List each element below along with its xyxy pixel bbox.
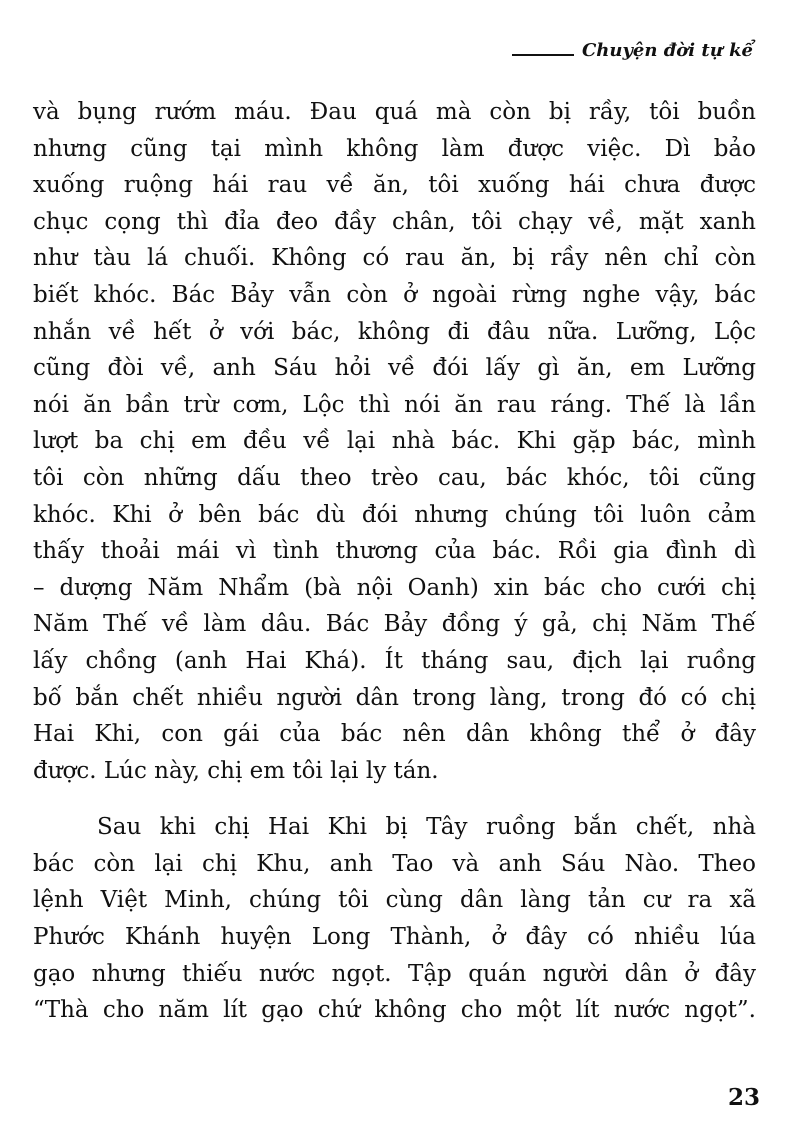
page-number: 23 [727,1084,760,1111]
text-line: thấy thoải mái vì tình thương của bác. Rồi gia đình dì [33,538,756,565]
text-line: xuống ruộng hái rau về ăn, tôi xuống hái chưa được [33,172,756,199]
text-line: lấy chồng (anh Hai Khá). Ít tháng sau, địch lại ruồng [33,647,756,674]
body-text [33,94,756,1029]
text-line: và bụng rướm máu. Đau quá mà còn bị rầy, tôi buồn [33,99,756,125]
text-line: “Thà cho năm lít gạo chứ không cho một lít nước ngọt”. [33,997,756,1024]
text-line: Hai Khi, con gái của bác nên dân không thể ở đây [33,721,756,748]
text-line: nhưng cũng tại mình không làm được việc. Dì bảo [33,135,756,162]
running-header [512,40,753,62]
text-line: biết khóc. Bác Bảy vẫn còn ở ngoài rừng nghe vậy, bác [33,281,756,308]
text-line: tôi còn những dấu theo trèo cau, bác khóc, tôi cũng [33,464,756,491]
text-line: gạo nhưng thiếu nước ngọt. Tập quán người dân ở đây [33,960,756,987]
header-rule [512,54,574,56]
text-line: được. Lúc này, chị em tôi lại ly tán. [33,757,439,784]
text-line: Năm Thế về làm dâu. Bác Bảy đồng ý gả, chị Năm Thế [33,611,756,638]
text-line: – dượng Năm Nhẩm (bà nội Oanh) xin bác cho cưới chị [33,574,756,601]
text-line: như tàu lá chuối. Không có rau ăn, bị rầy nên chỉ còn [33,245,756,272]
text-line: lượt ba chị em đều về lại nhà bác. Khi gặp bác, mình [33,428,756,455]
paragraph-1 [33,94,756,789]
text-line: lệnh Việt Minh, chúng tôi cùng dân làng tản cư ra xã [33,887,756,914]
text-line: Sau khi chị Hai Khi bị Tây ruồng bắn chết, nhà [97,814,756,841]
text-line: cũng đòi về, anh Sáu hỏi về đói lấy gì ăn, em Lưỡng [33,355,756,382]
text-line: nói ăn bần trừ cơm, Lộc thì nói ăn rau ráng. Thế là lần [33,391,756,418]
text-line: khóc. Khi ở bên bác dù đói nhưng chúng tôi luôn cảm [33,501,756,528]
header-title: Chuyện đời tự kể [581,40,753,61]
text-line: nhắn về hết ở với bác, không đi đâu nữa. Lưỡng, Lộc [33,318,756,345]
text-line: Phước Khánh huyện Long Thành, ở đây có nhiều lúa [33,924,756,951]
text-line: bố bắn chết nhiều người dân trong làng, trong đó có chị [33,684,756,711]
paragraph-2 [33,809,756,1029]
text-line: bác còn lại chị Khu, anh Tao và anh Sáu Nào. Theo [33,850,756,877]
paragraph-gap [33,789,756,809]
text-line: chục cọng thì đỉa đeo đầy chân, tôi chạy về, mặt xanh [33,208,756,235]
